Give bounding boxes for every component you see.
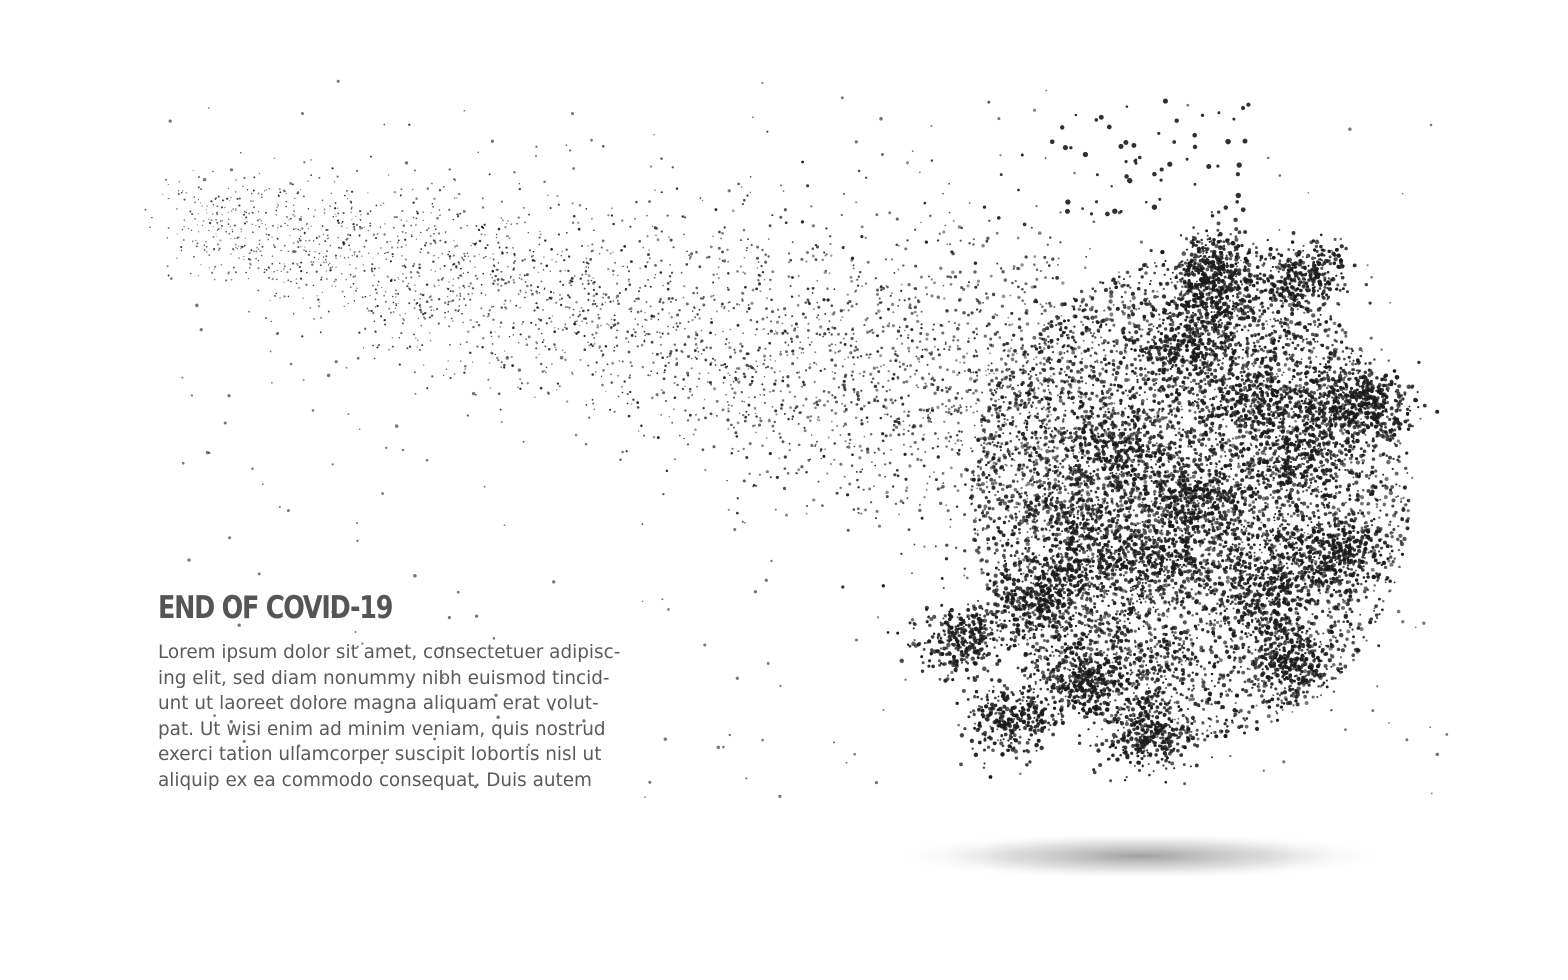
body-paragraph (158, 640, 628, 793)
body-line: unt ut laoreet dolore magna aliquam erat volut- (158, 693, 599, 714)
text-panel (158, 590, 628, 793)
body-line: exerci tation ullamcorper suscipit lobortis nisl ut (158, 744, 602, 765)
body-line: Lorem ipsum dolor sit amet, consectetuer adipisc- (158, 642, 621, 663)
body-line: ing elit, sed diam nonummy nibh euismod tincid- (158, 667, 610, 689)
headline: END OF COVID-19 (158, 590, 393, 626)
body-line: pat. Ut wisi enim ad minim veniam, quis nostrud (158, 718, 606, 740)
body-line: aliquip ex ea commodo consequat. Duis autem (158, 769, 592, 791)
floor-shadow (890, 832, 1390, 880)
